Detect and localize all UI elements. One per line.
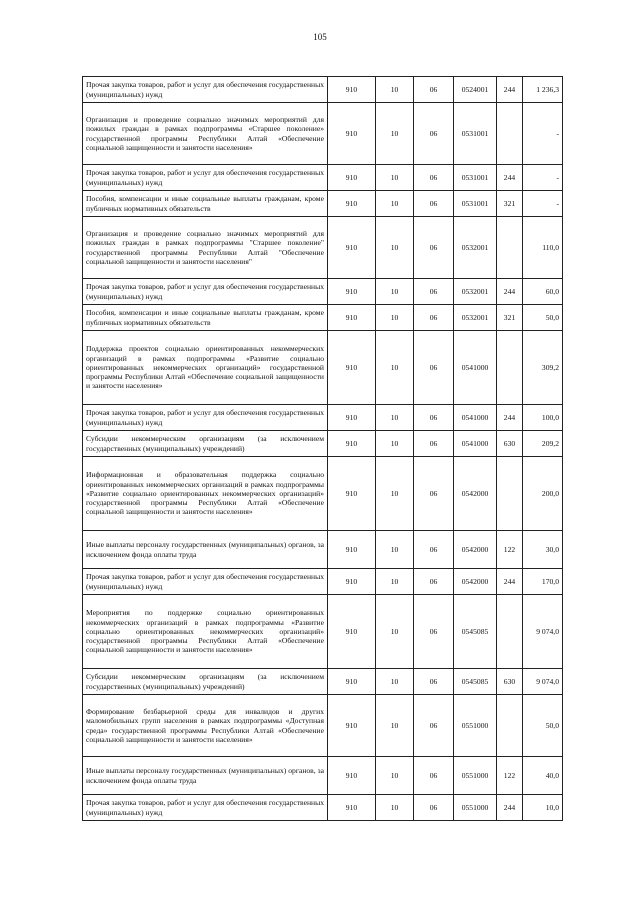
target-article-cell: 0524001 — [454, 77, 497, 103]
grbs-cell: 910 — [328, 305, 376, 331]
amount-cell: 50,0 — [523, 695, 563, 757]
section-cell: 10 — [376, 305, 414, 331]
target-article-cell: 0541000 — [454, 431, 497, 457]
table-row — [83, 795, 563, 821]
target-article-cell: 0541000 — [454, 331, 497, 405]
table-row — [83, 431, 563, 457]
section-cell: 10 — [376, 191, 414, 217]
section-cell: 10 — [376, 405, 414, 431]
grbs-cell: 910 — [328, 595, 376, 669]
table-row — [83, 669, 563, 695]
grbs-cell: 910 — [328, 165, 376, 191]
amount-cell: 60,0 — [523, 279, 563, 305]
section-cell: 10 — [376, 103, 414, 165]
table-row — [83, 569, 563, 595]
item-name-cell: Формирование безбарьерной среды для инвалидов и других маломобильных групп населения в рамках подпрограммы «Доступная среда» государственной программы Республики Алтай «Обеспечение социальной защищенности и занятости населения» — [83, 695, 328, 757]
table-row — [83, 595, 563, 669]
item-name-cell: Пособия, компенсации и иные социальные выплаты гражданам, кроме публичных нормативных обязательств — [83, 191, 328, 217]
table-row — [83, 279, 563, 305]
expense-type-cell: 244 — [497, 279, 523, 305]
amount-cell: 100,0 — [523, 405, 563, 431]
table-row — [83, 757, 563, 795]
expense-type-cell: 244 — [497, 165, 523, 191]
grbs-cell: 910 — [328, 77, 376, 103]
grbs-cell: 910 — [328, 795, 376, 821]
grbs-cell: 910 — [328, 569, 376, 595]
amount-cell: - — [523, 165, 563, 191]
amount-cell: 30,0 — [523, 531, 563, 569]
amount-cell: 1 236,3 — [523, 77, 563, 103]
amount-cell: 110,0 — [523, 217, 563, 279]
table-row — [83, 77, 563, 103]
section-cell: 10 — [376, 595, 414, 669]
subsection-cell: 06 — [414, 795, 454, 821]
section-cell: 10 — [376, 431, 414, 457]
target-article-cell: 0541000 — [454, 405, 497, 431]
section-cell: 10 — [376, 569, 414, 595]
target-article-cell: 0551000 — [454, 695, 497, 757]
section-cell: 10 — [376, 457, 414, 531]
grbs-cell: 910 — [328, 191, 376, 217]
table-row — [83, 103, 563, 165]
expense-type-cell: 630 — [497, 669, 523, 695]
table-row — [83, 695, 563, 757]
expense-type-cell: 244 — [497, 405, 523, 431]
expense-type-cell — [497, 103, 523, 165]
grbs-cell: 910 — [328, 103, 376, 165]
table-row — [83, 165, 563, 191]
target-article-cell: 0531001 — [454, 191, 497, 217]
expense-type-cell: 122 — [497, 757, 523, 795]
subsection-cell: 06 — [414, 457, 454, 531]
grbs-cell: 910 — [328, 279, 376, 305]
item-name-cell: Прочая закупка товаров, работ и услуг для обеспечения государственных (муниципальных) нужд — [83, 165, 328, 191]
grbs-cell: 910 — [328, 695, 376, 757]
expense-type-cell — [497, 331, 523, 405]
table-row — [83, 405, 563, 431]
section-cell: 10 — [376, 757, 414, 795]
item-name-cell: Иные выплаты персоналу государственных (муниципальных) органов, за исключением фонда оплаты труда — [83, 757, 328, 795]
item-name-cell: Прочая закупка товаров, работ и услуг для обеспечения государственных (муниципальных) нужд — [83, 795, 328, 821]
grbs-cell: 910 — [328, 217, 376, 279]
grbs-cell: 910 — [328, 669, 376, 695]
expense-type-cell: 244 — [497, 795, 523, 821]
expense-type-cell: 244 — [497, 77, 523, 103]
expense-type-cell — [497, 695, 523, 757]
grbs-cell: 910 — [328, 405, 376, 431]
expense-type-cell — [497, 595, 523, 669]
section-cell: 10 — [376, 165, 414, 191]
target-article-cell: 0542000 — [454, 569, 497, 595]
subsection-cell: 06 — [414, 103, 454, 165]
item-name-cell: Прочая закупка товаров, работ и услуг для обеспечения государственных (муниципальных) нужд — [83, 569, 328, 595]
subsection-cell: 06 — [414, 669, 454, 695]
section-cell: 10 — [376, 531, 414, 569]
subsection-cell: 06 — [414, 331, 454, 405]
target-article-cell: 0531001 — [454, 103, 497, 165]
subsection-cell: 06 — [414, 405, 454, 431]
item-name-cell: Организация и проведение социально значимых мероприятий для пожилых граждан в рамках подпрограммы "Старшее поколение" государственной программы Республики Алтай "Обеспечение социальной защищенности и занятости населения" — [83, 217, 328, 279]
amount-cell: 170,0 — [523, 569, 563, 595]
section-cell: 10 — [376, 217, 414, 279]
target-article-cell: 0545085 — [454, 669, 497, 695]
subsection-cell: 06 — [414, 191, 454, 217]
target-article-cell: 0532001 — [454, 217, 497, 279]
expense-type-cell — [497, 217, 523, 279]
amount-cell: 209,2 — [523, 431, 563, 457]
table-row — [83, 305, 563, 331]
amount-cell: 50,0 — [523, 305, 563, 331]
item-name-cell: Субсидии некоммерческим организациям (за исключением государственных (муниципальных) учреждений) — [83, 669, 328, 695]
target-article-cell: 0532001 — [454, 305, 497, 331]
subsection-cell: 06 — [414, 757, 454, 795]
expense-type-cell: 122 — [497, 531, 523, 569]
budget-table — [82, 76, 563, 821]
table-row — [83, 217, 563, 279]
item-name-cell: Иные выплаты персоналу государственных (муниципальных) органов, за исключением фонда оплаты труда — [83, 531, 328, 569]
item-name-cell: Пособия, компенсации и иные социальные выплаты гражданам, кроме публичных нормативных обязательств — [83, 305, 328, 331]
subsection-cell: 06 — [414, 279, 454, 305]
section-cell: 10 — [376, 331, 414, 405]
target-article-cell: 0545085 — [454, 595, 497, 669]
table-row — [83, 457, 563, 531]
page-number: 105 — [313, 32, 327, 42]
section-cell: 10 — [376, 279, 414, 305]
amount-cell: - — [523, 191, 563, 217]
expense-type-cell: 630 — [497, 431, 523, 457]
expense-type-cell: 321 — [497, 305, 523, 331]
section-cell: 10 — [376, 77, 414, 103]
amount-cell: 9 074,0 — [523, 595, 563, 669]
expense-type-cell: 321 — [497, 191, 523, 217]
expense-type-cell — [497, 457, 523, 531]
grbs-cell: 910 — [328, 431, 376, 457]
grbs-cell: 910 — [328, 457, 376, 531]
expense-type-cell: 244 — [497, 569, 523, 595]
grbs-cell: 910 — [328, 331, 376, 405]
amount-cell: 9 074,0 — [523, 669, 563, 695]
subsection-cell: 06 — [414, 431, 454, 457]
item-name-cell: Информационная и образовательная поддержка социально ориентированных некоммерческих организаций в рамках подпрограммы «Развитие социально ориентированных некоммерческих организаций» государственной программы Республики Алтай «Обеспечение социальной защищенности и занятости населения» — [83, 457, 328, 531]
table-row — [83, 531, 563, 569]
target-article-cell: 0542000 — [454, 457, 497, 531]
item-name-cell: Прочая закупка товаров, работ и услуг для обеспечения государственных (муниципальных) нужд — [83, 77, 328, 103]
item-name-cell: Мероприятия по поддержке социально ориентированных некоммерческих организаций в рамках подпрограммы «Развитие социально ориентированных некоммерческих организаций» государственной программы Республики Алтай «Обеспечение социальной защищенности и занятости населения» — [83, 595, 328, 669]
table-row — [83, 331, 563, 405]
amount-cell: 200,0 — [523, 457, 563, 531]
table-row — [83, 191, 563, 217]
item-name-cell: Прочая закупка товаров, работ и услуг для обеспечения государственных (муниципальных) нужд — [83, 405, 328, 431]
subsection-cell: 06 — [414, 305, 454, 331]
item-name-cell: Организация и проведение социально значимых мероприятий для пожилых граждан в рамках подпрограммы «Старшее поколение» государственной программы Республики Алтай «Обеспечение социальной защищенности и занятости населения» — [83, 103, 328, 165]
target-article-cell: 0551000 — [454, 757, 497, 795]
section-cell: 10 — [376, 795, 414, 821]
subsection-cell: 06 — [414, 569, 454, 595]
target-article-cell: 0532001 — [454, 279, 497, 305]
target-article-cell: 0531001 — [454, 165, 497, 191]
subsection-cell: 06 — [414, 595, 454, 669]
target-article-cell: 0542000 — [454, 531, 497, 569]
subsection-cell: 06 — [414, 531, 454, 569]
grbs-cell: 910 — [328, 531, 376, 569]
amount-cell: 40,0 — [523, 757, 563, 795]
item-name-cell: Прочая закупка товаров, работ и услуг для обеспечения государственных (муниципальных) нужд — [83, 279, 328, 305]
section-cell: 10 — [376, 695, 414, 757]
subsection-cell: 06 — [414, 165, 454, 191]
item-name-cell: Субсидии некоммерческим организациям (за исключением государственных (муниципальных) учреждений) — [83, 431, 328, 457]
amount-cell: 309,2 — [523, 331, 563, 405]
amount-cell: 10,0 — [523, 795, 563, 821]
amount-cell: - — [523, 103, 563, 165]
subsection-cell: 06 — [414, 77, 454, 103]
subsection-cell: 06 — [414, 695, 454, 757]
section-cell: 10 — [376, 669, 414, 695]
target-article-cell: 0551000 — [454, 795, 497, 821]
grbs-cell: 910 — [328, 757, 376, 795]
subsection-cell: 06 — [414, 217, 454, 279]
item-name-cell: Поддержка проектов социально ориентированных некоммерческих организаций в рамках подпрограммы «Развитие социально ориентированных некоммерческих организаций» государственной программы Республики Алтай «Обеспечение социальной защищенности и занятости населения» — [83, 331, 328, 405]
